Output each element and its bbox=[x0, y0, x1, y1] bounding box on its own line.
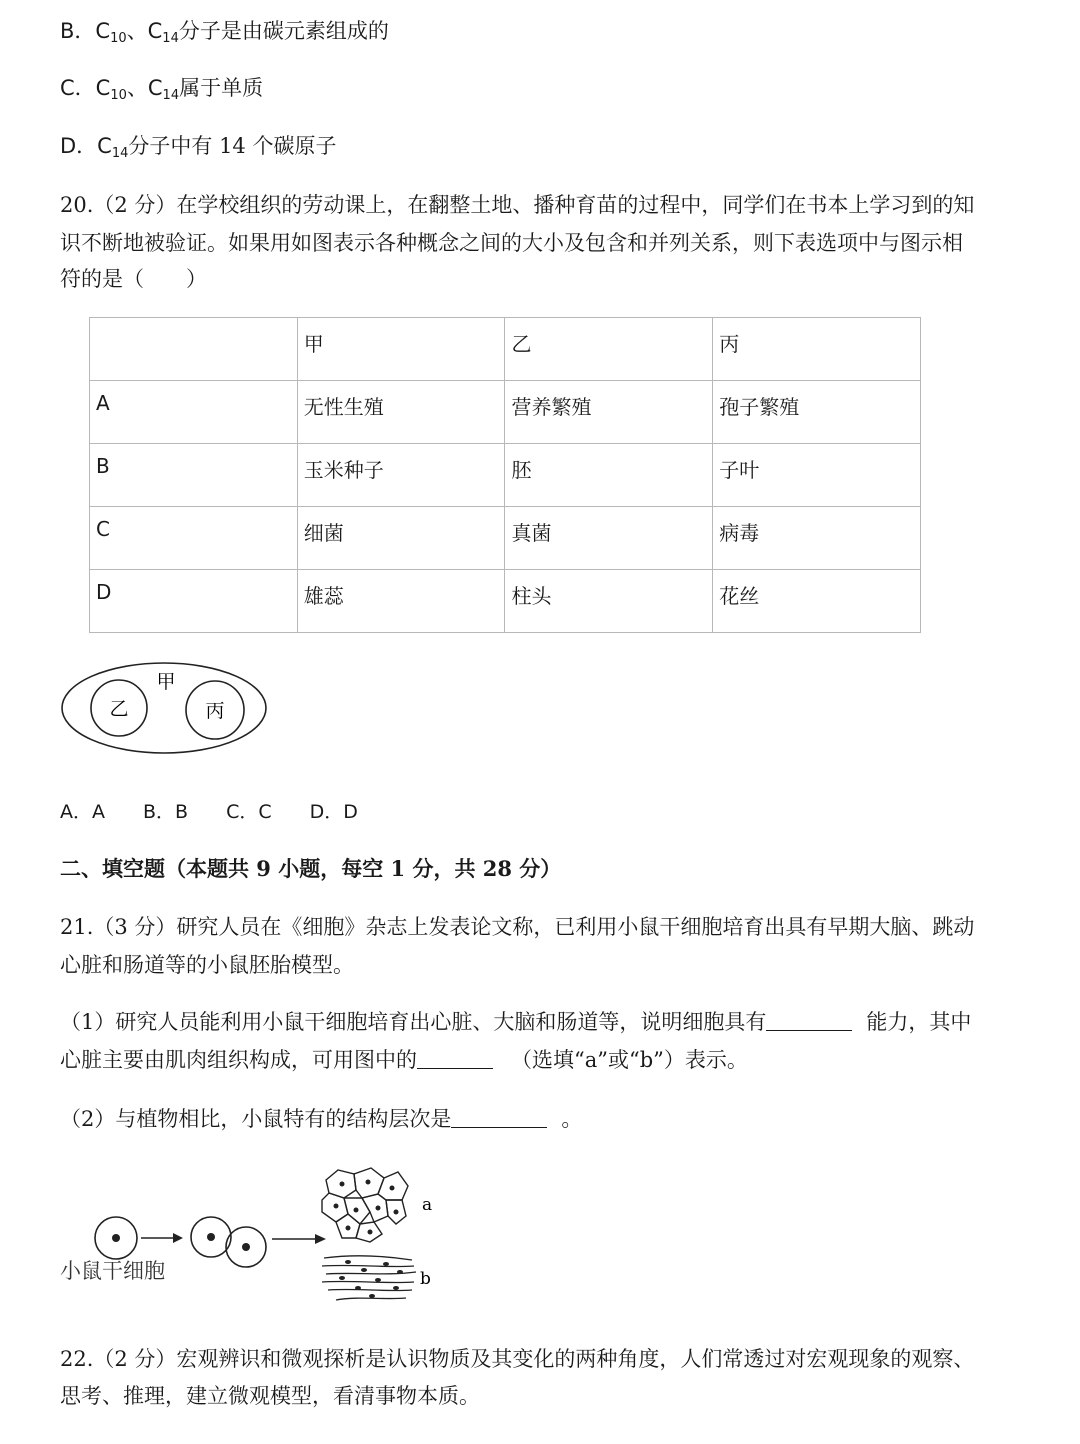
q20-line2: 识不断地被验证。如果用如图表示各种概念之间的大小及包含和并列关系，则下表选项中与图示相 bbox=[60, 231, 963, 255]
question-text: （选填“a”或“b”）表示。 bbox=[511, 1048, 748, 1072]
option-b-prev bbox=[60, 16, 389, 54]
table-cell: 病毒 bbox=[713, 507, 921, 570]
table-cell: 丙 bbox=[713, 318, 921, 381]
separator: 、C bbox=[126, 19, 163, 43]
table-cell bbox=[90, 318, 298, 381]
stem-cell-figure bbox=[56, 1160, 446, 1308]
q22-line1: 22.（2 分）宏观辨识和微观探析是认识物质及其变化的两种角度，人们常透过对宏观现象的观察、 bbox=[60, 1347, 975, 1371]
table-cell: 玉米种子 bbox=[297, 444, 505, 507]
q20-line1: 20.（2 分）在学校组织的劳动课上，在翻整土地、播种育苗的过程中，同学们在书本上学习到的知 bbox=[60, 193, 975, 217]
table-cell: D bbox=[90, 570, 298, 633]
separator: 、C bbox=[126, 76, 163, 100]
table-cell: 甲 bbox=[297, 318, 505, 381]
q21-part2 bbox=[60, 1104, 582, 1134]
q20-options bbox=[60, 797, 396, 827]
tissue-b bbox=[322, 1256, 416, 1300]
table-cell: 胚 bbox=[505, 444, 713, 507]
question-text: （2）与植物相比，小鼠特有的结构层次是 bbox=[60, 1107, 452, 1131]
label-b: b bbox=[420, 1269, 431, 1289]
q21-line2: 心脏和肠道等的小鼠胚胎模型。 bbox=[60, 953, 354, 977]
table-header-row bbox=[90, 318, 921, 381]
subscript: 14 bbox=[162, 88, 180, 103]
q20-table bbox=[89, 317, 921, 633]
option-prefix: C．C bbox=[60, 76, 111, 100]
diagram-label-left: 乙 bbox=[109, 698, 129, 720]
option-a[interactable]: A．A bbox=[60, 801, 105, 823]
table-row bbox=[90, 570, 921, 633]
table-cell: 无性生殖 bbox=[297, 381, 505, 444]
section-heading: 二、填空题（本题共 9 小题，每空 1 分，共 28 分） bbox=[60, 856, 562, 881]
question-text: 心脏主要由肌肉组织构成，可用图中的 bbox=[60, 1048, 417, 1072]
answer-blank-2[interactable] bbox=[417, 1046, 493, 1069]
question-text: 。 bbox=[561, 1107, 583, 1131]
subscript: 14 bbox=[111, 146, 129, 161]
q22-line2: 思考、推理，建立微观模型，看清事物本质。 bbox=[60, 1384, 480, 1408]
table-cell: 细菌 bbox=[297, 507, 505, 570]
q20-line3: 符的是（ ） bbox=[60, 267, 207, 291]
option-prefix: D．C bbox=[60, 134, 112, 158]
diagram-label-outer: 甲 bbox=[156, 671, 176, 693]
table-cell: 柱头 bbox=[505, 570, 713, 633]
subscript: 10 bbox=[110, 88, 127, 103]
label-a: a bbox=[422, 1195, 433, 1215]
option-text: 分子是由碳元素组成的 bbox=[178, 19, 389, 43]
q21-part1-line2 bbox=[60, 1045, 748, 1075]
table-row bbox=[90, 381, 921, 444]
q21-part1-line1 bbox=[60, 1007, 971, 1037]
table-row bbox=[90, 444, 921, 507]
table-cell: 子叶 bbox=[713, 444, 921, 507]
option-c[interactable]: C．C bbox=[226, 801, 272, 823]
table-row bbox=[90, 507, 921, 570]
option-text: 属于单质 bbox=[179, 76, 264, 100]
subscript: 10 bbox=[110, 31, 127, 46]
table-cell: 雄蕊 bbox=[297, 570, 505, 633]
table-cell: B bbox=[90, 444, 298, 507]
table-cell: 孢子繁殖 bbox=[713, 381, 921, 444]
table-cell: 花丝 bbox=[713, 570, 921, 633]
q21-line1: 21.（3 分）研究人员在《细胞》杂志上发表论文称，已利用小鼠干细胞培育出具有早期大脑、跳动 bbox=[60, 915, 975, 939]
figure-caption: 小鼠干细胞 bbox=[60, 1259, 165, 1283]
option-d[interactable]: D．D bbox=[309, 801, 358, 823]
subscript: 14 bbox=[162, 31, 179, 46]
question-text: （1）研究人员能利用小鼠干细胞培育出心脏、大脑和肠道等，说明细胞具有 bbox=[60, 1010, 767, 1034]
option-prefix: B．C bbox=[60, 19, 111, 43]
table-cell: 营养繁殖 bbox=[505, 381, 713, 444]
table-cell: 真菌 bbox=[505, 507, 713, 570]
option-b[interactable]: B．B bbox=[143, 801, 189, 823]
option-text: 分子中有 14 个碳原子 bbox=[128, 134, 337, 158]
answer-blank-3[interactable] bbox=[451, 1105, 547, 1128]
table-cell: A bbox=[90, 381, 298, 444]
answer-blank-1[interactable] bbox=[766, 1008, 852, 1031]
option-d-prev bbox=[60, 131, 336, 169]
table-cell: 乙 bbox=[505, 318, 713, 381]
concept-diagram bbox=[56, 658, 272, 758]
diagram-label-right: 丙 bbox=[205, 700, 225, 722]
table-cell: C bbox=[90, 507, 298, 570]
option-c-prev bbox=[60, 73, 263, 111]
question-text: 能力，其中 bbox=[866, 1010, 972, 1034]
